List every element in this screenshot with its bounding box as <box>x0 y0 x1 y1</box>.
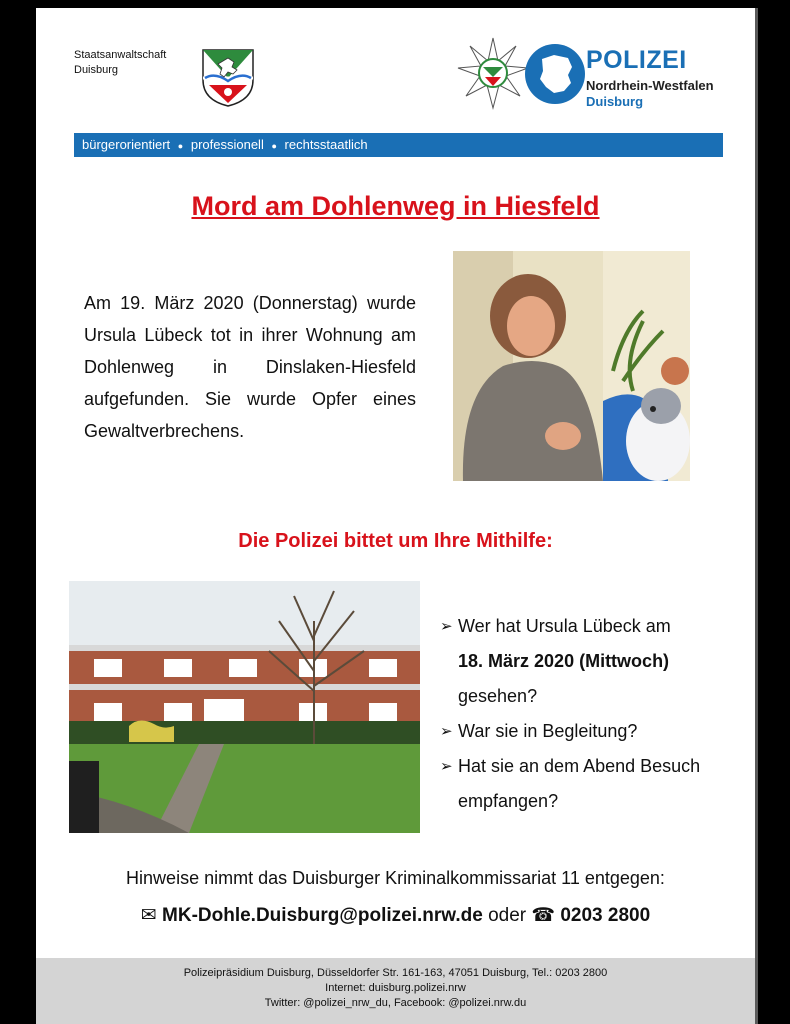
footer <box>36 958 755 1024</box>
slogan-part2: professionell <box>190 137 264 152</box>
question-1-text: Wer hat Ursula Lübeck am <box>458 616 671 636</box>
question-1-date: 18. März 2020 (Mittwoch) <box>458 651 670 671</box>
police-state: Nordrhein-Westfalen <box>586 78 714 93</box>
main-title: Mord am Dohlenweg in Hiesfeld <box>191 191 600 221</box>
envelope-icon: ✉ <box>140 905 157 926</box>
footer-social: Twitter: @polizei_nrw_du, Facebook: @polizei.nrw.du <box>264 997 527 1009</box>
nrw-map-icon <box>524 43 586 105</box>
prosecutor-office <box>74 48 166 78</box>
police-title: POLIZEI <box>586 46 687 74</box>
bullet-icon: ● <box>271 140 277 151</box>
contact-line <box>36 904 755 927</box>
contact-connector: oder <box>488 905 527 926</box>
poster-page <box>36 8 755 1024</box>
intro-paragraph: Am 19. März 2020 (Donnerstag) wurde Ursula Lübeck tot in ihrer Wohnung am Dohlenweg in Dinslaken-Hiesfeld aufgefunden. Sie wurde Opfer eines Gewaltverbrechens. <box>84 293 416 441</box>
arrow-bullet-icon: ➢ <box>440 723 453 740</box>
building-photo <box>69 581 420 833</box>
nrw-crest-icon <box>199 48 257 108</box>
question-item <box>440 749 740 819</box>
question-3-text: Hat sie an dem Abend Besuch empfangen? <box>458 756 701 811</box>
arrow-bullet-icon: ➢ <box>440 758 453 775</box>
appeal-heading: Die Polizei bittet um Ihre Mithilfe: <box>238 530 553 552</box>
question-item <box>440 714 740 749</box>
tips-line: Hinweise nimmt das Duisburger Kriminalkommissariat 11 entgegen: <box>126 868 665 888</box>
slogan-part3: rechtsstaatlich <box>284 137 368 152</box>
bullet-icon: ● <box>177 140 184 151</box>
slogan-part1: bürgerorientiert <box>82 137 171 152</box>
question-2-text: War sie in Begleitung? <box>458 721 638 741</box>
footer-internet: Internet: duisburg.polizei.nrw <box>325 982 466 994</box>
question-1-end: gesehen? <box>458 686 538 706</box>
office-line1: Staatsanwaltschaft <box>74 49 167 61</box>
footer-address: Polizeipräsidium Duisburg, Düsseldorfer Str. 161-163, 47051 Duisburg, Tel.: 0203 2800 <box>183 967 608 979</box>
phone-icon: ☎ <box>531 905 556 926</box>
page-edge-shadow <box>755 8 758 1024</box>
question-item <box>440 609 740 714</box>
police-star-icon <box>456 36 530 110</box>
contact-email[interactable]: MK-Dohle.Duisburg@polizei.nrw.de <box>162 905 483 926</box>
victim-photo <box>453 251 690 481</box>
office-line2: Duisburg <box>74 64 119 76</box>
arrow-bullet-icon: ➢ <box>440 618 453 635</box>
slogan-bar <box>74 133 723 157</box>
question-list <box>440 609 740 819</box>
police-city: Duisburg <box>586 94 644 109</box>
contact-phone[interactable]: 0203 2800 <box>560 905 651 926</box>
